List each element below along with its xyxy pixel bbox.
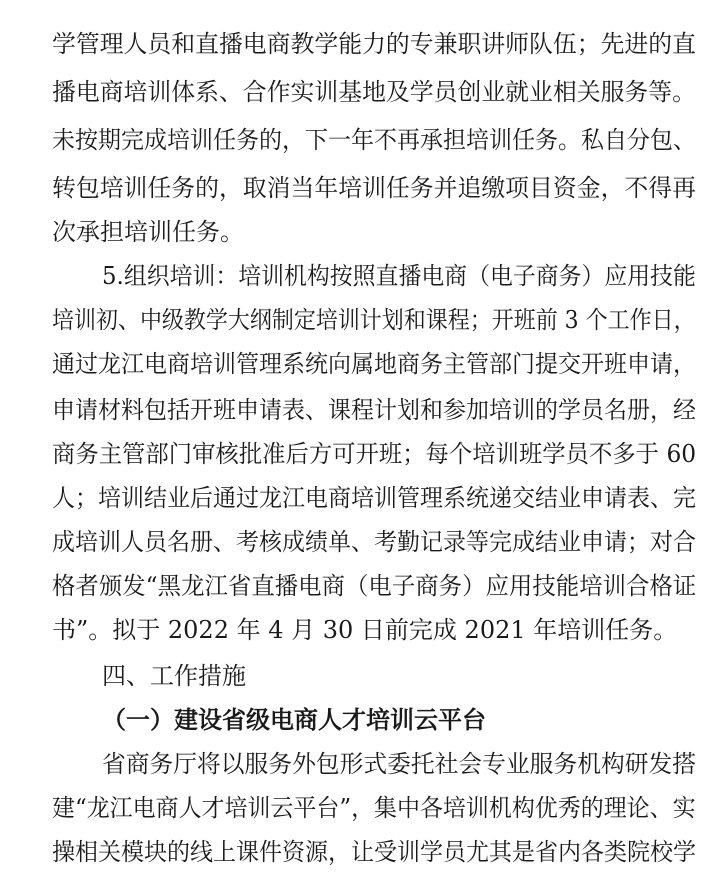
paragraph-line: 学管理人员和直播电商教学能力的专兼职讲师队伍；先进的直 xyxy=(52,30,696,58)
paragraph-line: 格者颁发“黑龙江省直播电商（电子商务）应用技能培训合格证 xyxy=(52,572,697,600)
paragraph-line: 通过龙江电商培训管理系统向属地商务主管部门提交开班申请， xyxy=(52,350,696,378)
paragraph-line: 操相关模块的线上课件资源，让受训学员尤其是省内各类院校学 xyxy=(52,838,696,866)
paragraph-line: 书”。拟于 2022 年 4 月 30 日前完成 2021 年培训任务。 xyxy=(52,616,678,644)
paragraph-line: 转包培训任务的，取消当年培训任务并追缴项目资金，不得再 xyxy=(52,174,696,202)
paragraph-line: 人；培训结业后通过龙江电商培训管理系统递交结业申请表、完 xyxy=(52,484,696,512)
paragraph-line: 建“龙江电商人才培训云平台”，集中各培训机构优秀的理论、实 xyxy=(52,794,696,822)
subsection-heading: （一）建设省级电商人才培训云平台 xyxy=(102,705,486,734)
paragraph-line: 5.组织培训：培训机构按照直播电商（电子商务）应用技能 xyxy=(102,262,696,290)
section-heading: 四、工作措施 xyxy=(102,662,246,690)
paragraph-line: 培训初、中级教学大纲制定培训计划和课程；开班前 3 个工作日， xyxy=(52,306,696,334)
paragraph-line: 未按期完成培训任务的，下一年不再承担培训任务。私自分包、 xyxy=(52,126,696,154)
paragraph-line: 播电商培训体系、合作实训基地及学员创业就业相关服务等。 xyxy=(52,78,696,106)
paragraph-line: 次承担培训任务。 xyxy=(52,218,244,246)
paragraph-line: 成培训人员名册、考核成绩单、考勤记录等完成结业申请；对合 xyxy=(52,528,696,556)
paragraph-line: 省商务厅将以服务外包形式委托社会专业服务机构研发搭 xyxy=(102,750,696,778)
paragraph-line: 申请材料包括开班申请表、课程计划和参加培训的学员名册，经 xyxy=(52,396,696,424)
paragraph-line: 商务主管部门审核批准后方可开班；每个培训班学员不多于 60 xyxy=(52,440,697,468)
